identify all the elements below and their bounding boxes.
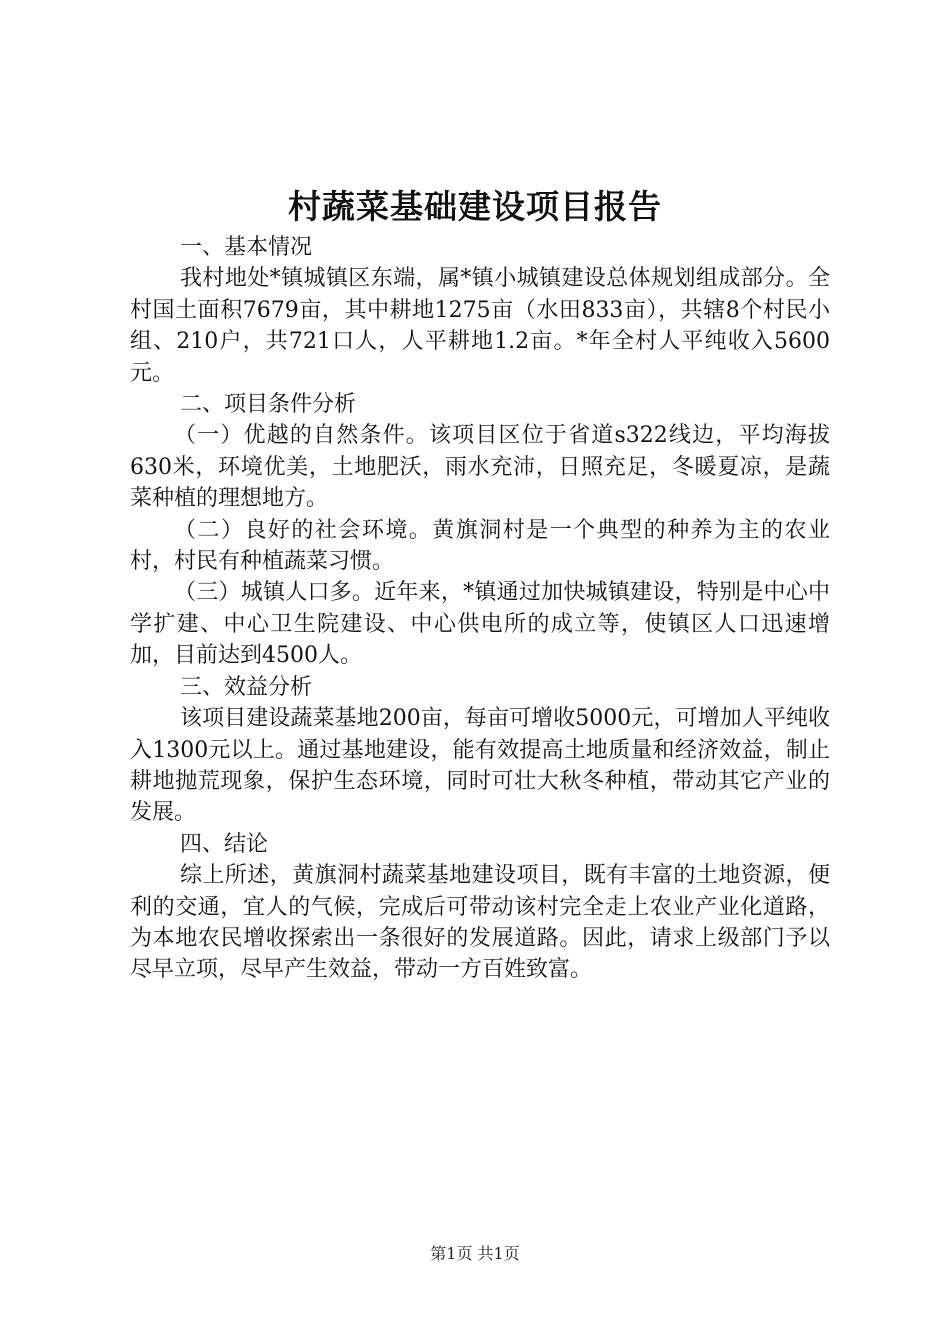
document-title: 村蔬菜基础建设项目报告	[288, 187, 662, 226]
document-body	[130, 232, 830, 986]
paragraph-basic-info: 我村地处*镇城镇区东端，属*镇小城镇建设总体规划组成部分。全村国土面积7679亩，其中耕地1275亩（水田833亩），共辖8个村民小组、210户，共721口人，人平耕地1.2亩。*年全村人平纯收入5600元。	[130, 266, 830, 386]
paragraph-social-environment: （二）良好的社会环境。黄旗洞村是一个典型的种养为主的农业村，村民有种植蔬菜习惯。	[130, 517, 830, 575]
section-heading-conditions: 二、项目条件分析	[180, 392, 357, 418]
section-heading-basic-info: 一、基本情况	[180, 235, 313, 260]
paragraph-town-population: （三）城镇人口多。近年来，*镇通过加快城镇建设，特别是中心中学扩建、中心卫生院建设、中心供电所的成立等，使镇区人口迅速增加，目前达到4500人。	[130, 580, 830, 669]
page-number-footer: 第1页 共1页	[430, 1244, 520, 1263]
paragraph-conclusion: 综上所述，黄旗洞村蔬菜基地建设项目，既有丰富的土地资源，便利的交通，宜人的气候，完成后可带动该村完全走上农业产业化道路，为本地农民增收探索出一条很好的发展道路。因此，请求上级部门予以尽早立项，尽早产生效益，带动一方百姓致富。	[130, 863, 830, 983]
paragraph-benefits: 该项目建设蔬菜基地200亩，每亩可增收5000元，可增加人平纯收入1300元以上。通过基地建设，能有效提高土地质量和经济效益，制止耕地抛荒现象，保护生态环境，同时可壮大秋冬种植，带动其它产业的发展。	[130, 706, 830, 826]
paragraph-natural-conditions: （一）优越的自然条件。该项目区位于省道s322线边，平均海拔630米，环境优美，土地肥沃，雨水充沛，日照充足，冬暖夏凉，是蔬菜种植的理想地方。	[130, 423, 830, 512]
section-heading-benefits: 三、效益分析	[180, 674, 313, 700]
section-heading-conclusion: 四、结论	[180, 831, 269, 857]
